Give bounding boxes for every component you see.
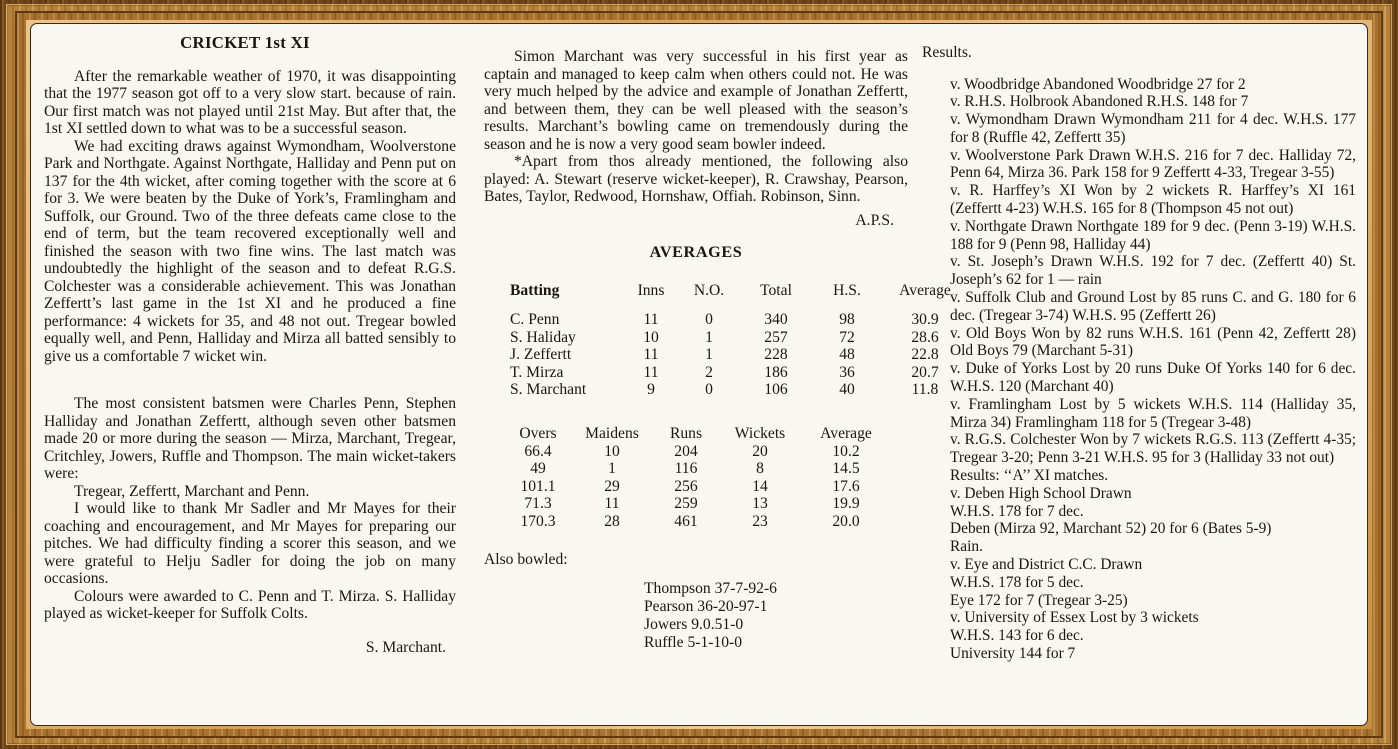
batting-high-score: 72 xyxy=(839,328,855,346)
result-entry xyxy=(922,609,1356,662)
result-line: Eye 172 for 7 (Tregear 3-25) xyxy=(950,591,1128,609)
result-line: v. St. Joseph’s Drawn W.H.S. 192 for 7 dec. (Zeffertt 40) St. Joseph’s 62 for 1 — rain xyxy=(950,253,1356,289)
batting-innings: 10 xyxy=(643,328,659,346)
batting-innings: 11 xyxy=(643,346,659,364)
result-line: v. R. Harffey’s XI Won by 2 wickets R. Harffey’s XI 161 (Zeffertt 4-23) W.H.S. 165 for 8 (Thompson 45 not out) xyxy=(950,182,1356,218)
batting-average: 28.6 xyxy=(911,328,939,346)
batting-column-header: Inns xyxy=(637,281,665,299)
result-line: Results: ‘‘A’’ XI matches. xyxy=(950,467,1109,485)
result-line: v. Woolverstone Park Drawn W.H.S. 216 for 7 dec. Halliday 72, Penn 64, Mirza 36. Park 158 for 9 Zeffertt 4-33, Tregear 3-55) xyxy=(950,146,1356,182)
batting-average: 11.8 xyxy=(911,381,939,399)
paragraph: Colours were awarded to C. Penn and T. Mirza. S. Halliday played as wicket-keeper for Suffolk Colts. xyxy=(44,587,456,622)
batting-row xyxy=(510,381,939,399)
result-entry xyxy=(922,396,1356,432)
bowling-maidens: 28 xyxy=(604,513,620,531)
bowling-average: 17.6 xyxy=(832,477,860,495)
bowling-runs: 116 xyxy=(674,460,698,478)
batting-column-header: Average xyxy=(899,281,951,299)
batting-row xyxy=(510,346,939,364)
batting-column-header: N.O. xyxy=(693,281,725,299)
batting-header-label: Batting xyxy=(510,281,560,299)
batting-rows xyxy=(510,311,939,399)
bowling-maidens: 29 xyxy=(604,477,620,495)
bowling-runs: 461 xyxy=(674,513,698,531)
result-entry xyxy=(922,111,1356,147)
also-bowled-list xyxy=(644,580,908,652)
batting-row xyxy=(510,363,939,382)
result-entry xyxy=(922,467,1356,485)
wood-frame-ridge xyxy=(6,4,1392,745)
batting-not-outs: 1 xyxy=(705,346,713,364)
result-entry xyxy=(922,253,1356,289)
result-line: W.H.S. 178 for 7 dec. xyxy=(950,502,1084,520)
bowling-average: 10.2 xyxy=(832,442,860,460)
bowling-column-header: Runs xyxy=(669,425,703,443)
middle-column xyxy=(484,30,951,652)
result-entry xyxy=(922,147,1356,183)
result-entry xyxy=(922,93,1356,111)
bowling-runs: 204 xyxy=(674,442,698,460)
batting-innings: 11 xyxy=(643,363,659,381)
article-title: CRICKET 1st XI xyxy=(180,33,310,52)
bowling-maidens: 10 xyxy=(604,442,620,460)
bowling-runs: 256 xyxy=(674,477,698,495)
bowling-overs: 66.4 xyxy=(524,442,552,460)
batting-table-header xyxy=(510,281,951,300)
bowling-column-header: Wickets xyxy=(734,425,786,443)
batting-total: 340 xyxy=(764,311,788,329)
batsman-name: S. Marchant xyxy=(510,381,587,399)
batting-column-header: Total xyxy=(760,281,792,299)
bowling-averages-table xyxy=(506,425,908,531)
bowling-average: 20.0 xyxy=(832,513,860,531)
bowling-column-header: Overs xyxy=(519,425,557,443)
batting-average: 22.8 xyxy=(911,346,939,364)
result-line: v. Woodbridge Abandoned Woodbridge 27 for 2 xyxy=(950,75,1246,93)
paragraph: Tregear, Zeffertt, Marchant and Penn. xyxy=(74,482,310,500)
result-entry xyxy=(922,289,1356,325)
wood-frame-inner xyxy=(17,13,1381,736)
result-line: v. University of Essex Lost by 3 wickets xyxy=(950,609,1199,627)
batting-not-outs: 0 xyxy=(705,381,713,399)
bowling-overs: 170.3 xyxy=(520,513,556,531)
result-entry xyxy=(922,76,1356,94)
batting-total: 228 xyxy=(764,346,788,364)
result-line: University 144 for 7 xyxy=(950,645,1076,662)
batting-high-score: 48 xyxy=(839,346,855,364)
result-line: Deben (Mirza 92, Marchant 52) 20 for 6 (Bates 5-9) xyxy=(950,520,1272,538)
wood-frame-bevel xyxy=(26,20,1372,729)
bowling-overs: 101.1 xyxy=(520,477,556,495)
paragraph: Simon Marchant was very successful in his first year as captain and managed to keep calm when others could not. He was very much helped by the advice and example of Jonathan Zeffertt, and between them, they can be well pleased with the season’s results. Marchant’s bowling came on tremendously during the season and he is now a very good seam bowler indeed. xyxy=(484,48,908,153)
batting-innings: 9 xyxy=(647,381,655,399)
batting-average: 30.9 xyxy=(911,311,939,329)
bowling-maidens: 1 xyxy=(608,460,616,478)
result-line: v. Deben High School Drawn xyxy=(950,484,1132,502)
bowling-table-header xyxy=(506,425,908,443)
result-entry xyxy=(922,431,1356,467)
result-entry xyxy=(922,360,1356,396)
result-entry xyxy=(922,218,1356,254)
magazine-page xyxy=(30,23,1368,726)
paragraph: The most consistent batsmen were Charles Penn, Stephen Halliday and Jonathan Zeffertt, although seven other batsmen made 20 or more during the season — Mirza, Marchant, Tregear, Critchley, Jowers, Ruffle and Thompson. The main wicket-takers were: xyxy=(44,395,456,482)
result-line: v. Duke of Yorks Lost by 20 runs Duke Of Yorks 140 for 6 dec. W.H.S. 120 (Marchant 40) xyxy=(950,360,1356,396)
middle-paragraphs xyxy=(484,48,908,206)
batsman-name: C. Penn xyxy=(510,311,560,329)
left-column xyxy=(44,30,456,656)
bowling-row xyxy=(506,460,908,478)
bowling-wickets: 20 xyxy=(752,442,768,460)
paragraph: *Apart from thos already mentioned, the following also played: A. Stewart (reserve wicket-keeper), R. Crawshay, Pearson, Bates, Taylor, Redwood, Hornshaw, Offiah. Robinson, Sinn. xyxy=(484,153,908,205)
batting-not-outs: 1 xyxy=(705,328,713,346)
bowling-row xyxy=(506,478,908,496)
result-entry xyxy=(922,182,1356,218)
result-entry xyxy=(922,485,1356,556)
bowling-average: 19.9 xyxy=(832,495,860,513)
left-paragraphs xyxy=(44,68,456,623)
results-heading: Results. xyxy=(922,44,972,61)
editor-initials: A.P.S. xyxy=(855,211,894,229)
wood-frame-groove xyxy=(15,11,1383,738)
bowling-maidens: 11 xyxy=(604,495,620,513)
paragraph: We had exciting draws against Wymondham, Woolverstone Park and Northgate. Against Northgate, Halliday and Penn put on 137 for the 4th wicket, after coming together with the score at 6 for 3. We were beaten by the Duke of York’s, Framlingham and Suffolk, our Ground. Two of the three defeats came close to the end of term, but the team recovered exceptionally well and finished the season with two fine wins. The last match was undoubtedly the highlight of the season and to defeat R.G.S. Colchester was a considerable achievement. This was Jonathan Zeffertt’s last game in the 1st XI and he produced a fine performance: 4 wickets for 35, and 48 not out. Tregear bowled equally well, and Penn, Halliday and Mirza all batted sensibly to give us a comfortable 7 wicket win. xyxy=(44,137,456,365)
batting-column-header: H.S. xyxy=(833,281,861,299)
bowler-figures: Pearson 36-20-97-1 xyxy=(644,598,768,616)
result-line: v. R.H.S. Holbrook Abandoned R.H.S. 148 for 7 xyxy=(950,93,1249,111)
paragraph: I would like to thank Mr Sadler and Mr Mayes for their coaching and encouragement, and Mr Mayes for preparing our pitches. We had difficulty finding a scorer this season, and we were grateful to Helju Sadler for doing the job on many occasions. xyxy=(44,500,456,587)
batting-high-score: 98 xyxy=(839,311,855,329)
result-line: v. R.G.S. Colchester Won by 7 wickets R.G.S. 113 (Zeffertt 4-35; Tregear 3-20; Penn 3-21 W.H.S. 95 for 3 (Halliday 33 not out) xyxy=(950,431,1356,467)
batting-innings: 11 xyxy=(643,311,659,329)
bowling-wickets: 8 xyxy=(756,460,764,478)
bowling-runs: 259 xyxy=(674,495,698,513)
batting-not-outs: 2 xyxy=(705,363,713,381)
batting-high-score: 40 xyxy=(839,381,855,399)
bowling-overs: 71.3 xyxy=(524,495,552,513)
result-line: v. Old Boys Won by 82 runs W.H.S. 161 (Penn 42, Zeffertt 28) Old Boys 79 (Marchant 5-31) xyxy=(950,324,1356,360)
result-entry xyxy=(922,556,1356,609)
bowler-figures: Ruffle 5-1-10-0 xyxy=(644,634,743,652)
paragraph: After the remarkable weather of 1970, it was disappointing that the 1977 season got off to a very slow start. because of rain. Our first match was not played until 21st May. But after that, the 1st XI settled down to what was to be a successful season. xyxy=(44,67,456,137)
bowling-row xyxy=(506,495,908,513)
bowling-wickets: 13 xyxy=(752,495,768,513)
result-line: Rain. xyxy=(950,538,983,556)
also-bowled-label: Also bowled: xyxy=(484,550,568,568)
bowling-wickets: 23 xyxy=(752,513,768,531)
batting-total: 106 xyxy=(764,381,788,399)
result-line: W.H.S. 178 for 5 dec. xyxy=(950,573,1084,591)
bowling-row xyxy=(506,443,908,461)
bowling-rows xyxy=(506,443,908,531)
bowling-row xyxy=(506,513,908,531)
right-column xyxy=(922,30,1356,663)
batsman-name: S. Haliday xyxy=(510,328,576,346)
bowler-figures: Thompson 37-7-92-6 xyxy=(644,580,777,598)
batting-averages-table xyxy=(510,281,951,400)
batting-average: 20.7 xyxy=(911,363,939,381)
bowler-figures: Jowers 9.0.51-0 xyxy=(644,616,744,634)
result-line: W.H.S. 143 for 6 dec. xyxy=(950,627,1084,645)
batsman-name: T. Mirza xyxy=(510,363,564,381)
results-list xyxy=(922,76,1356,663)
batting-high-score: 36 xyxy=(839,363,855,381)
bowling-column-header: Average xyxy=(820,425,872,443)
result-line: v. Northgate Drawn Northgate 189 for 9 dec. (Penn 3-19) W.H.S. 188 for 9 (Penn 98, Halliday 44) xyxy=(950,217,1356,253)
batting-row xyxy=(510,328,939,347)
bowling-wickets: 14 xyxy=(752,477,768,495)
batting-total: 186 xyxy=(764,363,788,381)
batting-total: 257 xyxy=(764,328,788,346)
result-line: v. Eye and District C.C. Drawn xyxy=(950,556,1143,574)
result-line: v. Suffolk Club and Ground Lost by 85 runs C. and G. 180 for 6 dec. (Tregear 3-74) W.H.S. 95 (Zeffertt 26) xyxy=(950,289,1356,324)
result-entry xyxy=(922,325,1356,361)
result-line: v. Wymondham Drawn Wymondham 211 for 4 dec. W.H.S. 177 for 8 (Ruffle 42, Zeffertt 35) xyxy=(950,111,1356,146)
bowling-average: 14.5 xyxy=(832,460,860,478)
bowling-overs: 49 xyxy=(530,460,546,478)
bowling-column-header: Maidens xyxy=(585,425,639,443)
batsman-name: J. Zeffertt xyxy=(510,346,572,364)
averages-heading: AVERAGES xyxy=(649,243,743,261)
batting-row xyxy=(510,311,939,329)
batting-not-outs: 0 xyxy=(705,311,713,329)
result-line: v. Framlingham Lost by 5 wickets W.H.S. 114 (Halliday 35, Mirza 34) Framlingham 118 for 5 (Tregear 3-48) xyxy=(950,395,1356,431)
author-signature: S. Marchant. xyxy=(365,638,446,656)
